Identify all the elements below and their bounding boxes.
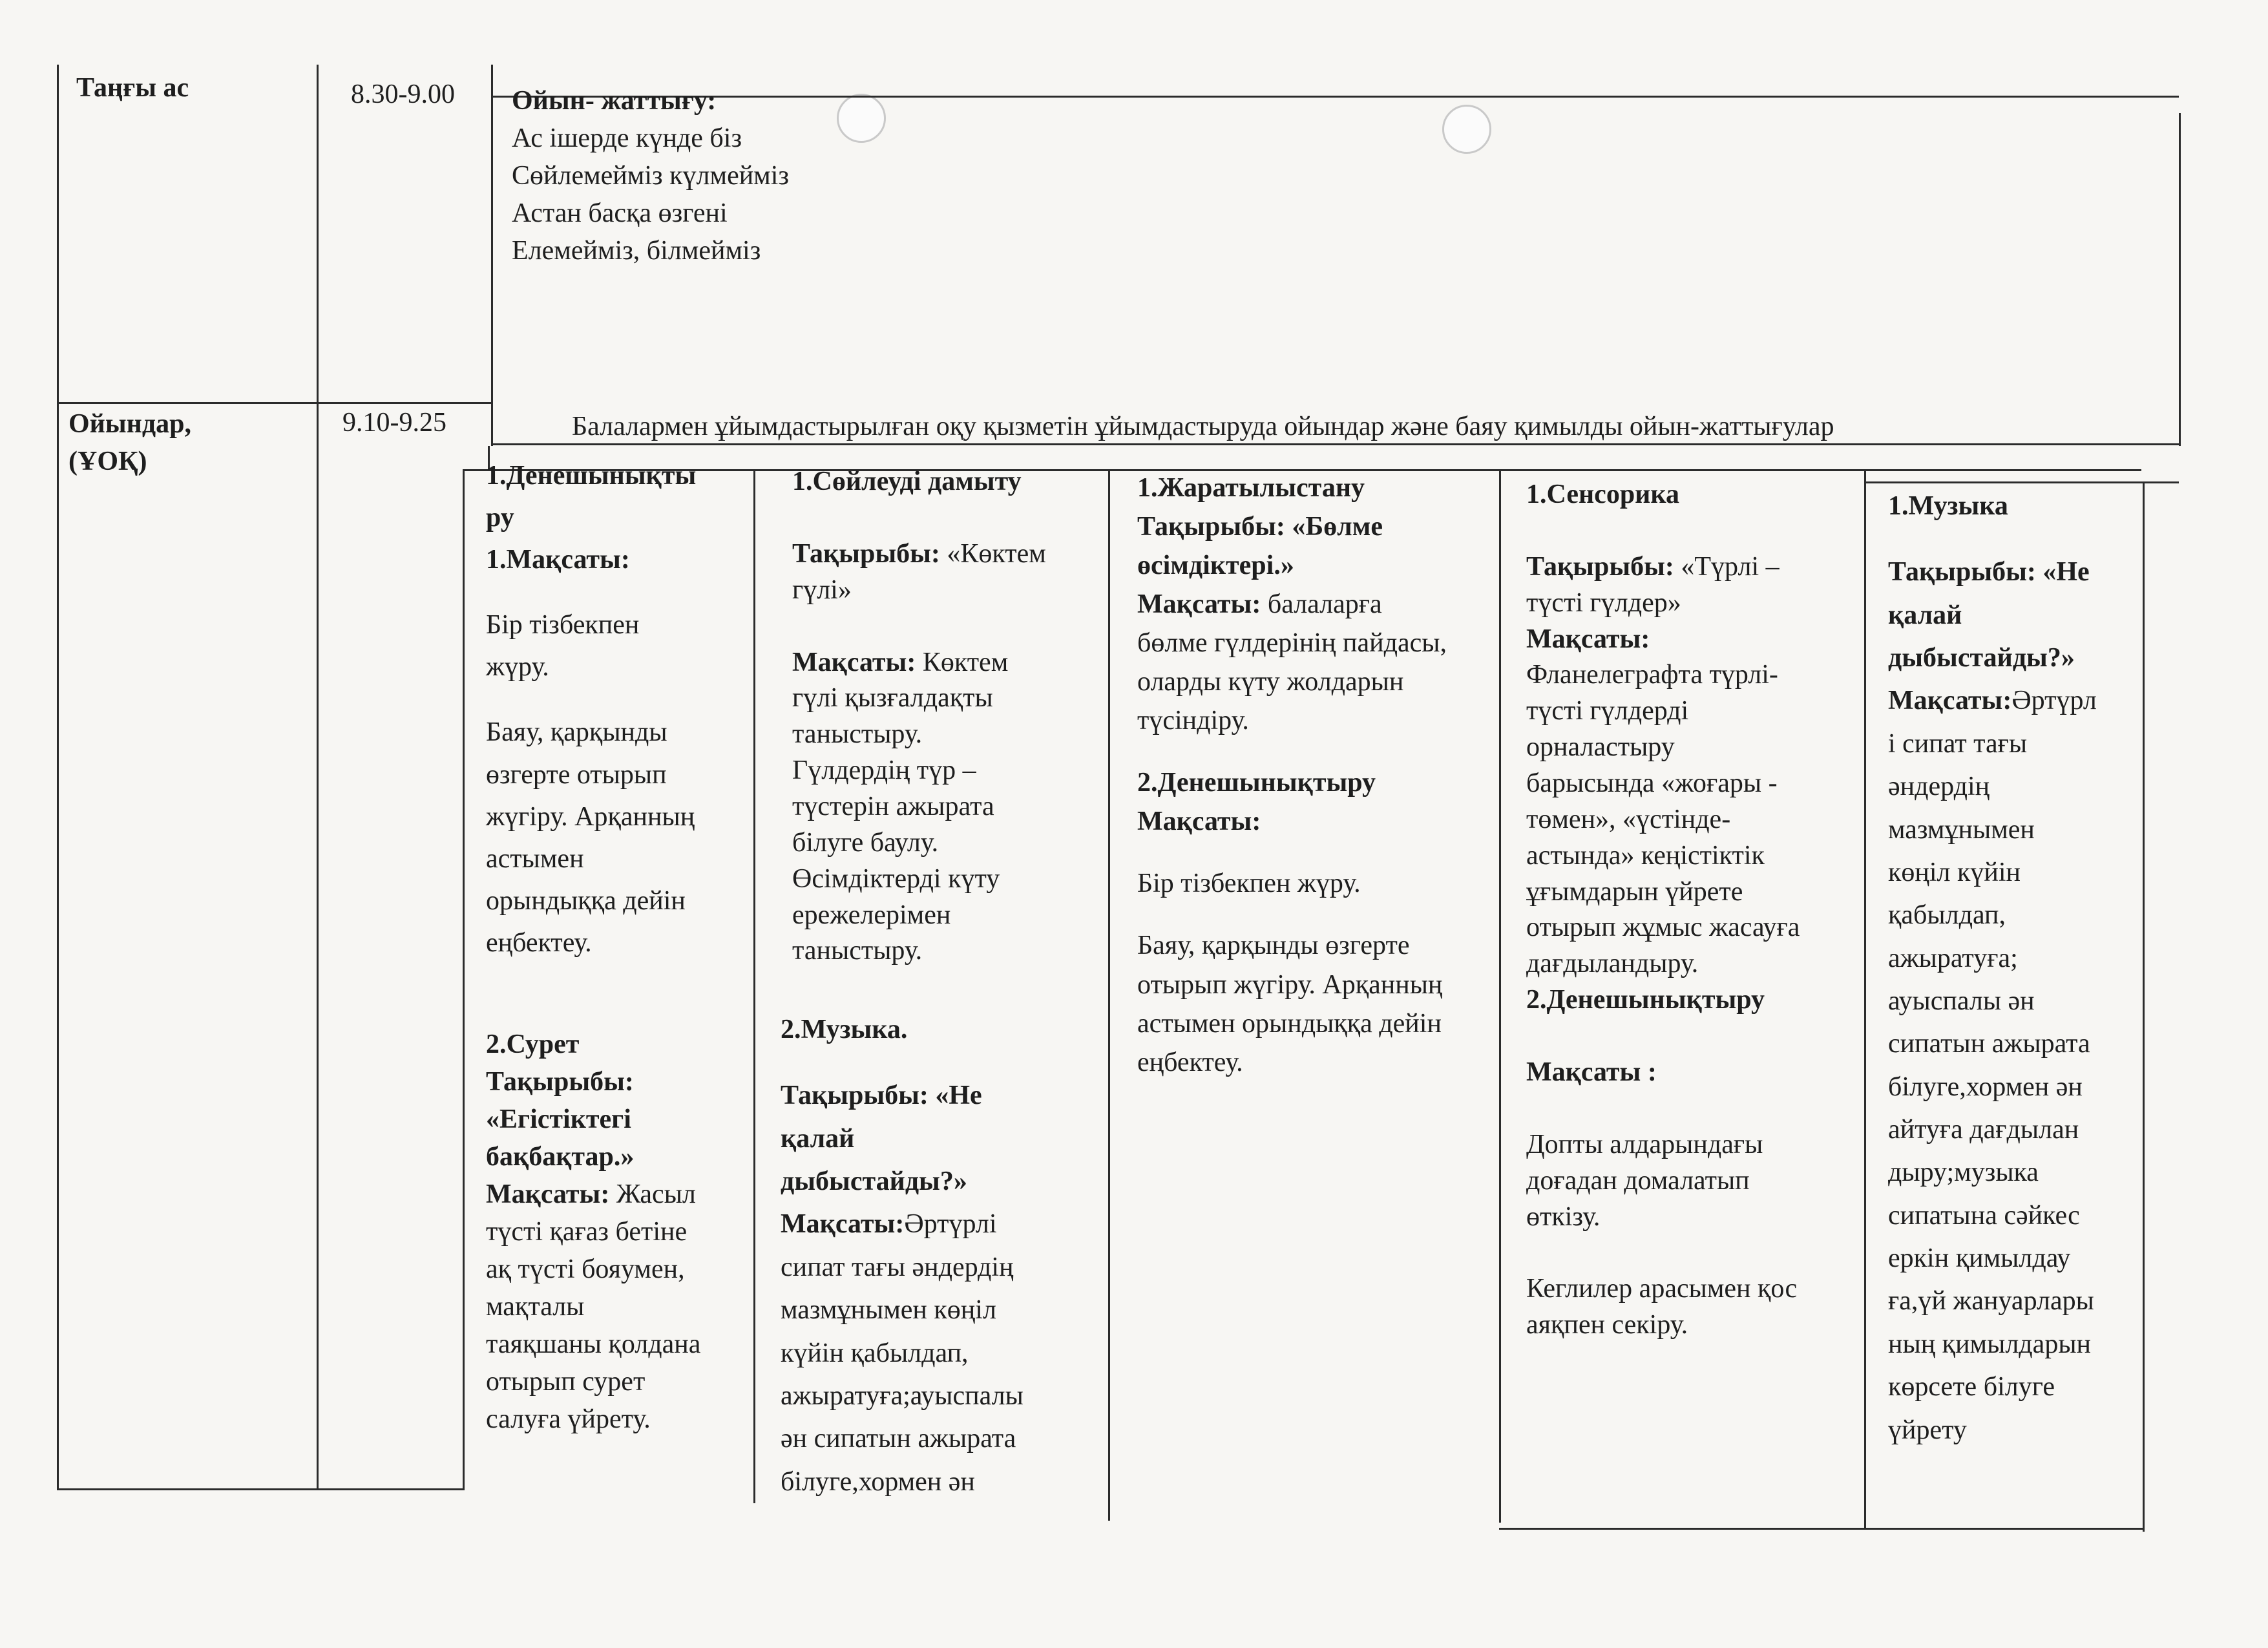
table-bottom-right (1499, 1528, 2144, 1530)
table-border-right (2143, 481, 2145, 1532)
col1-drawing: 2.Сурет Тақырыбы: «Егістіктегі бақбақтар.» Мақсаты: Жасыл түсті қағаз бетіне ақ түсті бояумен, мақталы таяқшаны қолдана отырып сурет салуға үйрету. (486, 1030, 701, 1434)
col-divider-5 (1864, 469, 1866, 1528)
games-header: Балалармен ұйымдастырылған оқу қызметін ұйымдастыруда ойындар және баяу қимылды ойын-жаттығулар (572, 412, 1834, 441)
row-label-games: Ойындар, (ҰОҚ) (68, 409, 191, 476)
breakfast-content (512, 83, 789, 270)
punch-hole (837, 94, 886, 143)
table-bottom-left (57, 1488, 464, 1490)
col4-sensorics: 1.Сенсорика Тақырыбы: «Түрлі – түсті гүлдер» Мақсаты: Фланелеграфта түрлі- түсті гүлдерді орналастыру барысында «жоғары - төмен», «үстінде- астында» кеңістіктік ұғымдарын үйрете отырып жұмыс жасауға дағдыландыру. 2.Денешынықтыру Мақсаты : Допты алдарындағы доғадан домалатып өткізу. Кеглилер арасымен қос аяқпен секіру. (1526, 480, 1800, 1340)
poem-line: Астан басқа өзгені (512, 198, 728, 228)
table-border-left (57, 65, 59, 1490)
poem-line: Сөйлемейміз күлмейміз (512, 160, 790, 191)
table-border-col-time (317, 65, 319, 1490)
col5-music: 1.Музыка Тақырыбы: «Не қалай дыбыстайды?» Мақсаты:Әртүрл і сипат тағы әндердің мазмұнымен көңіл күйін қабылдап, ажыратуға; ауыспалы ән сипатын ажырата білуге,хормен ән айтуға дағдылан дыру;музыка сипатына сәйкес еркін қимылдау ға,үй жануарлары ның қимылдарын көрсете білуге үйрету (1888, 491, 2097, 1445)
col5-top-border (1864, 481, 2179, 483)
col1-physical-education: 1.Денешынықты ру 1.Мақсаты: Бір тізбекпен жүру. Баяу, қарқынды өзгерте отырып жүгіру. Арқанның астымен орындыққа дейін еңбектеу. (486, 461, 697, 958)
poem-line: Ас ішерде күнде біз (512, 123, 742, 153)
row-time-breakfast: 8.30-9.00 (351, 79, 455, 109)
col-divider-4 (1499, 469, 1501, 1523)
col2-speech-development: 1.Сөйлеуді дамыту Тақырыбы: «Көктем гүлі» Мақсаты: Көктем гүлі қызғалдақты таныстыру. Гүлдердің түр – түстерін ажырата білуге баулу. Өсімдіктерді күту ережелерімен таныстыру. (792, 467, 1046, 966)
game-title: Ойын- жаттығу: (512, 86, 717, 116)
col2-music: 2.Музыка. Тақырыбы: «Не қалай дыбыстайды?» Мақсаты:Әртүрлі сипат тағы әндердің мазмұнымен көңіл күйін қабылдап, ажыратуға;ауыспалы ән сипатын ажырата білуге,хормен ән (781, 1015, 1024, 1497)
punch-hole (1442, 105, 1491, 154)
col-divider-3 (1108, 469, 1110, 1521)
row-label-breakfast: Таңғы ас (76, 73, 189, 103)
row-time-games: 9.10-9.25 (342, 408, 446, 438)
table-border-col-content (491, 65, 493, 446)
col3-natural-science: 1.Жаратылыстану Тақырыбы: «Бөлме өсімдіктері.» Мақсаты: балаларға бөлме гүлдерінің пайдасы, оларды күту жолдарын түсіндіру. 2.Денешынықтыру Мақсаты: Бір тізбекпен жүру. Баяу, қарқынды өзгерте отырып жүгіру. Арқанның астымен орындыққа дейін еңбектеу. (1137, 473, 1447, 1077)
table-border-right-top (2179, 113, 2181, 446)
table-row-divider (57, 402, 491, 404)
col-divider-1 (463, 469, 465, 1490)
poem-line: Елемейміз, білмейміз (512, 235, 761, 266)
